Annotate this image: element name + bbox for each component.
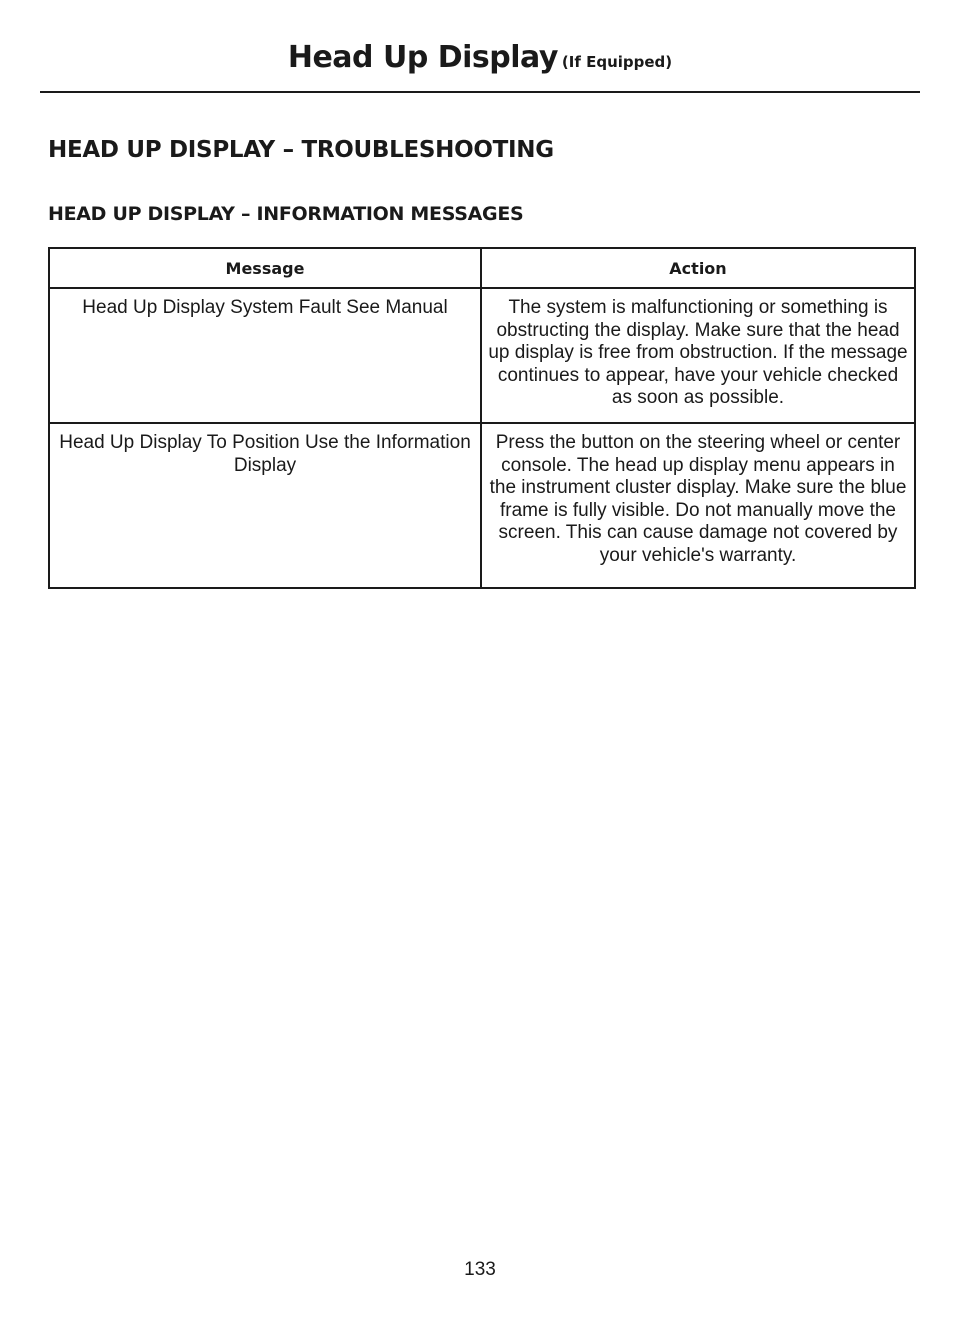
column-header-message: Message bbox=[49, 248, 481, 288]
information-messages-table bbox=[48, 247, 916, 589]
table-header-row bbox=[49, 248, 915, 288]
column-header-action: Action bbox=[481, 248, 915, 288]
page-number: 133 bbox=[464, 1259, 496, 1280]
message-cell: Head Up Display System Fault See Manual bbox=[49, 288, 481, 423]
table-row bbox=[49, 423, 915, 588]
section-subheading: HEAD UP DISPLAY – INFORMATION MESSAGES bbox=[48, 203, 524, 225]
running-header bbox=[0, 40, 960, 80]
action-cell: Press the button on the steering wheel or center console. The head up display menu appears in the instrument cluster display. Make sure the blue frame is fully visible. Do not manually move the screen. This can cause damage not covered by your vehicle's warranty. bbox=[481, 423, 915, 588]
chapter-qualifier: (If Equipped) bbox=[561, 53, 673, 71]
chapter-title: Head Up Display bbox=[287, 40, 558, 75]
table-row bbox=[49, 288, 915, 423]
section-heading: HEAD UP DISPLAY – TROUBLESHOOTING bbox=[48, 137, 554, 163]
header-divider bbox=[40, 91, 920, 93]
message-cell: Head Up Display To Position Use the Information Display bbox=[49, 423, 481, 588]
action-cell: The system is malfunctioning or something is obstructing the display. Make sure that the head up display is free from obstruction. If the message continues to appear, have your vehicle checked as soon as possible. bbox=[481, 288, 915, 423]
